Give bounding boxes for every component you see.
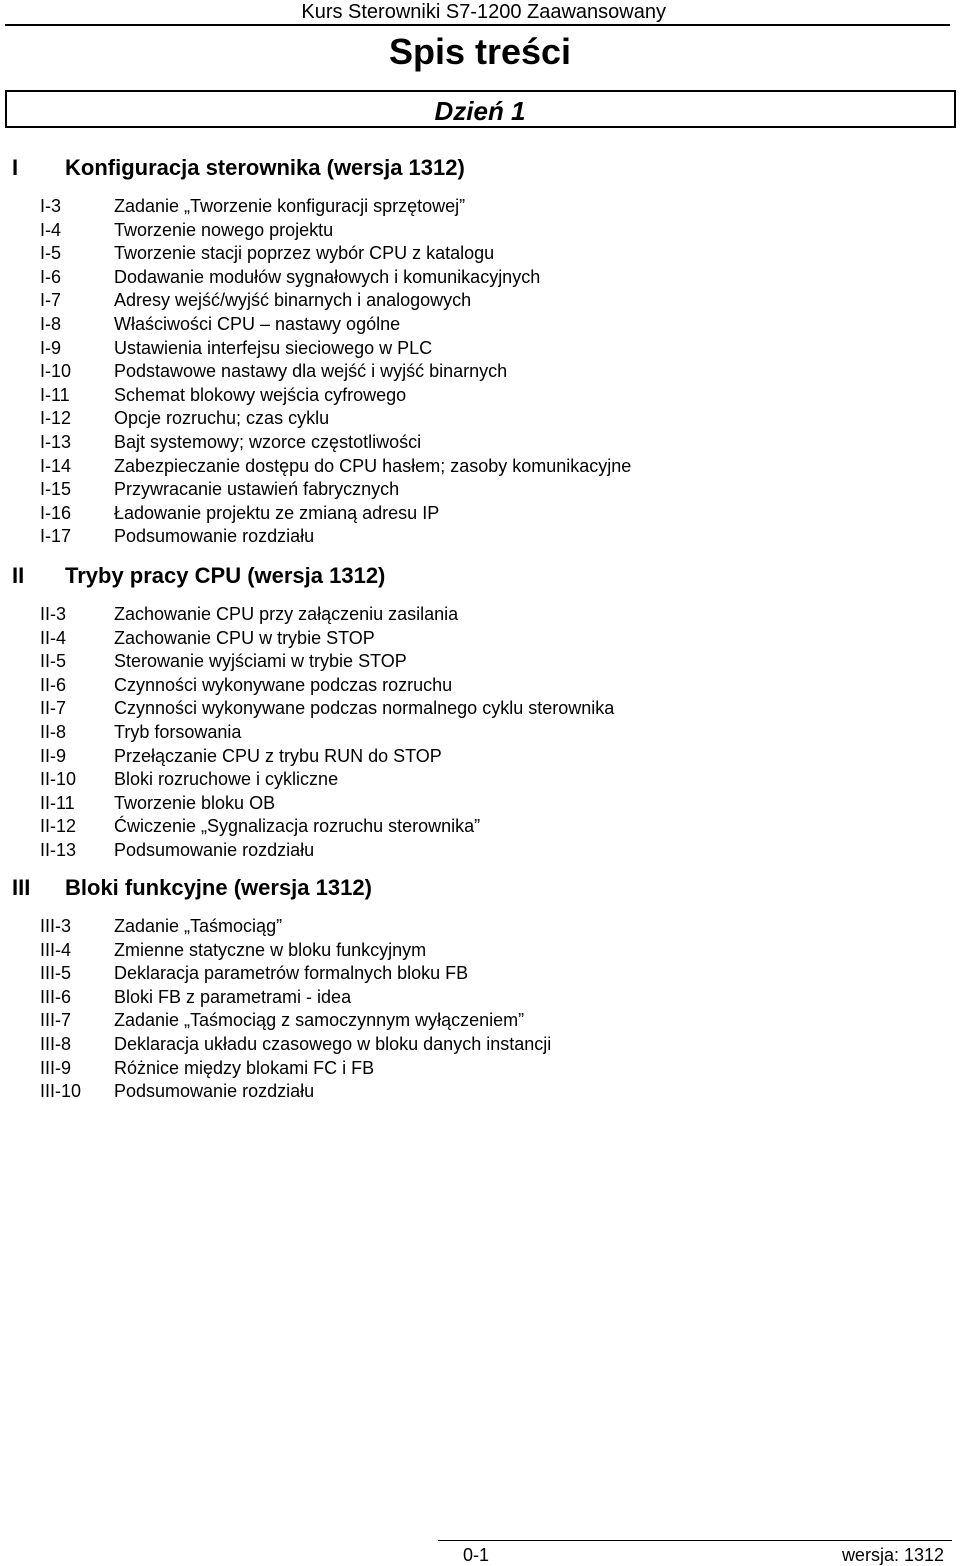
chapter-entries (0, 603, 960, 863)
entry-title: Zadanie „Taśmociąg” (114, 916, 283, 936)
entry-title: Zachowanie CPU przy załączeniu zasilania (114, 604, 459, 624)
page-title: Spis treści (388, 31, 572, 72)
chapter-heading (0, 561, 960, 591)
entry-title: Tworzenie nowego projektu (114, 219, 334, 240)
toc-entry[interactable] (0, 839, 960, 863)
toc-entry[interactable] (0, 745, 960, 769)
entry-number: II-6 (40, 674, 67, 695)
page-number: 0-1 (463, 1545, 490, 1565)
chapter-entries (0, 915, 960, 1104)
toc-entry[interactable] (0, 962, 960, 986)
toc-entry[interactable] (0, 986, 960, 1010)
entry-title: Deklaracja parametrów formalnych bloku FB (114, 963, 469, 984)
entry-number: II-13 (40, 839, 77, 860)
entry-number: I-11 (40, 384, 70, 405)
entry-number: III-5 (40, 963, 72, 984)
chapter-title: Konfiguracja sterownika (wersja 1312) (65, 155, 465, 180)
day-label: Dzień 1 (434, 96, 526, 126)
chapter-title: Tryby pracy CPU (wersja 1312) (65, 563, 386, 588)
entry-number: III-8 (40, 1033, 72, 1054)
toc-entry[interactable] (0, 195, 960, 219)
entry-title: Przełączanie CPU z trybu RUN do STOP (114, 745, 442, 766)
entry-title: Podsumowanie rozdziału (114, 839, 315, 860)
entry-number: II-7 (40, 698, 67, 719)
entry-title: Zmienne statyczne w bloku funkcyjnym (114, 939, 427, 960)
entry-number: I-3 (40, 196, 62, 216)
toc-entry[interactable] (0, 219, 960, 243)
toc-entry[interactable] (0, 697, 960, 721)
entry-number: III-6 (40, 986, 72, 1007)
entry-title: Czynności wykonywane podczas normalnego cyklu sterownika (114, 698, 615, 719)
entry-number: I-10 (40, 361, 72, 382)
toc-entry[interactable] (0, 721, 960, 745)
entry-number: I-6 (40, 266, 62, 287)
chapter-number: III (12, 875, 31, 900)
entry-number: II-5 (40, 651, 67, 672)
toc-entry[interactable] (0, 455, 960, 479)
entry-number: III-3 (40, 916, 72, 936)
entry-title: Właściwości CPU – nastawy ogólne (114, 313, 401, 334)
toc-entry[interactable] (0, 915, 960, 939)
entry-title: Podsumowanie rozdziału (114, 1081, 315, 1102)
toc-entry[interactable] (0, 289, 960, 313)
entry-title: Zabezpieczanie dostępu do CPU hasłem; zasoby komunikacyjne (114, 455, 632, 476)
toc-entry[interactable] (0, 266, 960, 290)
toc-entry[interactable] (0, 337, 960, 361)
chapter-number: II (12, 563, 25, 588)
toc-entry[interactable] (0, 768, 960, 792)
toc-entry[interactable] (0, 650, 960, 674)
entry-title: Podstawowe nastawy dla wejść i wyjść binarnych (114, 361, 508, 382)
entry-title: Tworzenie stacji poprzez wybór CPU z katalogu (114, 243, 495, 264)
entry-title: Opcje rozruchu; czas cyklu (114, 408, 330, 429)
entry-title: Ustawienia interfejsu sieciowego w PLC (114, 337, 433, 358)
entry-number: I-9 (40, 337, 62, 358)
entry-number: III-4 (40, 939, 72, 960)
entry-title: Ćwiczenie „Sygnalizacja rozruchu sterownika” (114, 816, 481, 837)
entry-number: I-15 (40, 479, 72, 500)
chapter-1 (0, 153, 960, 549)
entry-number: I-17 (40, 526, 72, 547)
entry-number: I-5 (40, 243, 62, 264)
entry-title: Podsumowanie rozdziału (114, 526, 315, 547)
entry-title: Zadanie „Taśmociąg z samoczynnym wyłączeniem” (114, 1010, 525, 1031)
header-rule (5, 24, 950, 26)
chapter-2 (0, 561, 960, 863)
entry-number: III-10 (40, 1081, 82, 1102)
entry-title: Czynności wykonywane podczas rozruchu (114, 674, 453, 695)
entry-number: II-4 (40, 627, 67, 648)
toc-entry[interactable] (0, 674, 960, 698)
entry-title: Tryb forsowania (114, 721, 242, 742)
entry-number: II-12 (40, 816, 77, 837)
toc-entry[interactable] (0, 1080, 960, 1104)
entry-number: III-9 (40, 1057, 72, 1078)
toc-entry[interactable] (0, 313, 960, 337)
entry-title: Bloki rozruchowe i cykliczne (114, 769, 339, 790)
entry-title: Adresy wejść/wyjść binarnych i analogowych (114, 290, 472, 311)
chapter-title: Bloki funkcyjne (wersja 1312) (65, 875, 372, 900)
version-label: wersja: 1312 (841, 1545, 944, 1565)
toc-entry[interactable] (0, 431, 960, 455)
toc-entry[interactable] (0, 627, 960, 651)
entry-number: I-7 (40, 290, 62, 311)
entry-number: III-7 (40, 1010, 72, 1031)
entry-number: II-3 (40, 604, 67, 624)
entry-number: I-12 (40, 408, 72, 429)
entry-number: I-14 (40, 455, 72, 476)
toc-entry[interactable] (0, 478, 960, 502)
toc-entry[interactable] (0, 1057, 960, 1081)
chapter-heading (0, 153, 960, 183)
entry-title: Zadanie „Tworzenie konfiguracji sprzętowej” (114, 196, 466, 216)
toc-entry[interactable] (0, 1033, 960, 1057)
entry-title: Przywracanie ustawień fabrycznych (114, 479, 400, 500)
entry-title: Bloki FB z parametrami - idea (114, 986, 352, 1007)
entry-title: Schemat blokowy wejścia cyfrowego (114, 384, 407, 405)
toc-entry[interactable] (0, 815, 960, 839)
entry-title: Tworzenie bloku OB (114, 792, 276, 813)
entry-title: Zachowanie CPU w trybie STOP (114, 627, 375, 648)
entry-number: II-11 (40, 792, 75, 813)
entry-title: Deklaracja układu czasowego w bloku danych instancji (114, 1033, 552, 1054)
chapter-number: I (12, 155, 19, 180)
entry-number: I-16 (40, 502, 72, 523)
toc-entry[interactable] (0, 360, 960, 384)
entry-title: Ładowanie projektu ze zmianą adresu IP (114, 502, 440, 523)
entry-number: I-4 (40, 219, 62, 240)
course-title: Kurs Sterowniki S7-1200 Zaawansowany (301, 1, 666, 23)
chapter-entries (0, 195, 960, 549)
toc-entry[interactable] (0, 502, 960, 526)
toc-entry[interactable] (0, 792, 960, 816)
toc-entry[interactable] (0, 939, 960, 963)
entry-number: II-10 (40, 769, 77, 790)
toc-entry[interactable] (0, 407, 960, 431)
toc-entry[interactable] (0, 1009, 960, 1033)
entry-number: II-9 (40, 745, 67, 766)
entry-title: Różnice między blokami FC i FB (114, 1057, 375, 1078)
toc-entry[interactable] (0, 242, 960, 266)
entry-number: I-8 (40, 313, 62, 334)
entry-title: Sterowanie wyjściami w trybie STOP (114, 651, 407, 672)
chapter-heading (0, 873, 960, 903)
chapter-3 (0, 873, 960, 1104)
entry-number: I-13 (40, 431, 72, 452)
entry-title: Dodawanie modułów sygnałowych i komunikacyjnych (114, 266, 541, 287)
toc-entry[interactable] (0, 603, 960, 627)
footer-rule (438, 1540, 952, 1541)
toc-entry[interactable] (0, 525, 960, 549)
entry-number: II-8 (40, 721, 67, 742)
entry-title: Bajt systemowy; wzorce częstotliwości (114, 431, 422, 452)
toc-entry[interactable] (0, 384, 960, 408)
